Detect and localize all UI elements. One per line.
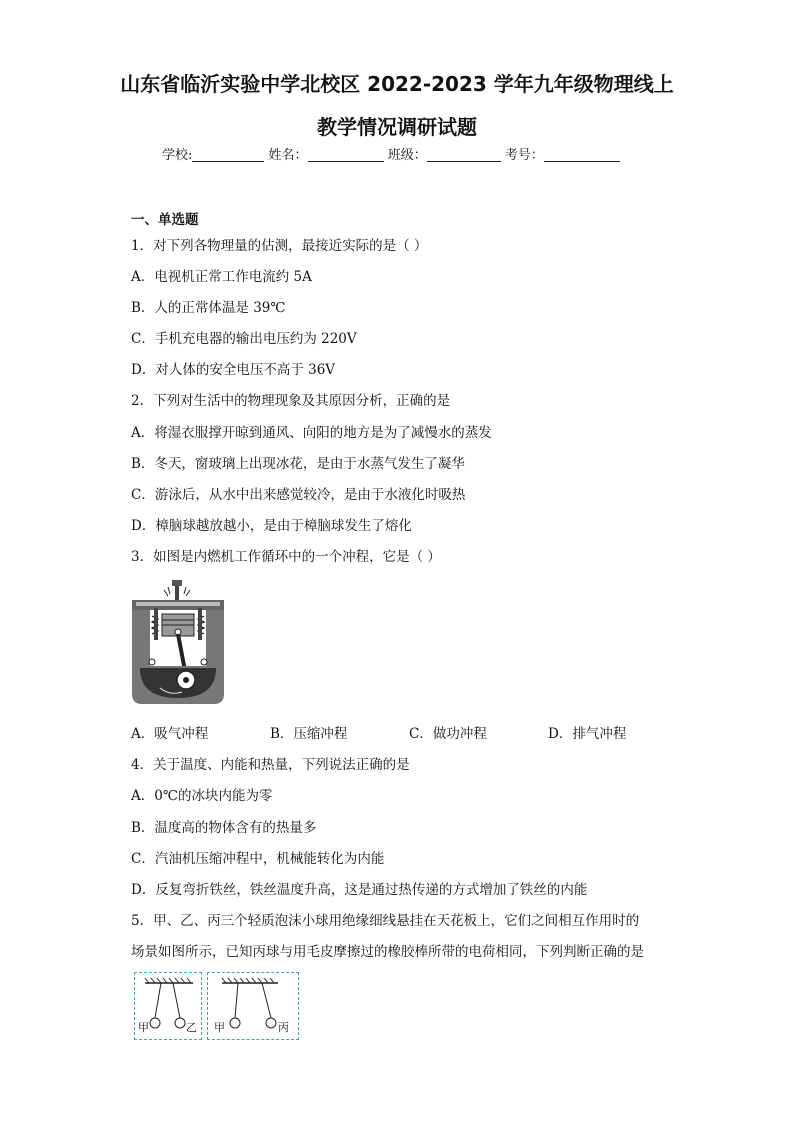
q2-option-c[interactable]: C．游泳后，从水中出来感觉较冷，是由于水液化时吸热: [131, 487, 466, 503]
q4-option-d[interactable]: D．反复弯折铁丝，铁丝温度升高，这是通过热传递的方式增加了铁丝的内能: [131, 882, 588, 898]
label-jia-right: 甲: [214, 1021, 225, 1034]
school-blank[interactable]: [192, 147, 264, 162]
q4-option-a[interactable]: A．0℃的冰块内能为零: [131, 788, 273, 804]
q3-option-a[interactable]: A．吸气冲程: [131, 726, 209, 742]
class-label: 班级：: [387, 148, 427, 163]
number-label: 考号：: [504, 148, 544, 163]
label-yi: 乙: [186, 1021, 197, 1034]
class-blank[interactable]: [427, 147, 501, 162]
q3-option-d[interactable]: D．排气冲程: [548, 726, 627, 742]
student-info-row: [162, 144, 620, 163]
ball-bing: [266, 1018, 276, 1028]
number-blank[interactable]: [544, 147, 620, 162]
name-blank[interactable]: [308, 147, 384, 162]
engine-stroke-figure: [130, 578, 226, 706]
q4-option-c[interactable]: C．汽油机压缩冲程中，机械能转化为内能: [131, 851, 385, 867]
q3-option-b[interactable]: B．压缩冲程: [270, 726, 348, 742]
section-heading: 一、单选题: [131, 212, 199, 228]
q1-option-d[interactable]: D．对人体的安全电压不高于 36V: [131, 362, 336, 378]
q5-stem-line2: 场景如图所示，已知丙球与用毛皮摩擦过的橡胶棒所带的电荷相同，下列判断正确的是: [131, 944, 644, 960]
q2-option-b[interactable]: B．冬天，窗玻璃上出现冰花，是由于水蒸气发生了凝华: [131, 456, 465, 472]
pendulum-figure-left: [134, 972, 202, 1040]
q1-stem: 1．对下列各物理量的估测，最接近实际的是（ ）: [131, 238, 428, 254]
q1-option-b[interactable]: B．人的正常体温是 39℃: [131, 300, 286, 316]
q2-option-a[interactable]: A．将湿衣服撑开晾到通风、向阳的地方是为了减慢水的蒸发: [131, 425, 492, 441]
name-label: 姓名：: [268, 148, 308, 163]
q4-option-b[interactable]: B．温度高的物体含有的热量多: [131, 820, 317, 836]
spark-plug-stem: [175, 586, 179, 600]
q4-stem: 4．关于温度、内能和热量，下列说法正确的是: [131, 757, 410, 773]
label-bing: 丙: [278, 1021, 289, 1034]
q1-option-a[interactable]: A．电视机正常工作电流约 5A: [131, 269, 312, 285]
q1-option-c[interactable]: C．手机充电器的输出电压约为 220V: [131, 331, 357, 347]
exam-title-line1: 山东省临沂实验中学北校区 2022-2023 学年九年级物理线上: [120, 72, 674, 96]
ball-yi: [175, 1018, 185, 1028]
ball-jia-right: [230, 1018, 240, 1028]
pendulum-figure-right: [207, 972, 299, 1040]
q3-option-c[interactable]: C．做功冲程: [409, 726, 487, 742]
school-label: 学校:: [162, 148, 193, 163]
q2-stem: 2．下列对生活中的物理现象及其原因分析，正确的是: [131, 393, 451, 409]
label-jia-left: 甲: [138, 1021, 149, 1034]
ball-jia: [150, 1018, 160, 1028]
q2-option-d[interactable]: D．樟脑球越放越小，是由于樟脑球发生了熔化: [131, 518, 412, 534]
q3-stem: 3．如图是内燃机工作循环中的一个冲程，它是（ ）: [131, 549, 441, 565]
q5-stem-line1: 5．甲、乙、丙三个轻质泡沫小球用绝缘细线悬挂在天花板上，它们之间相互作用时的: [131, 913, 640, 929]
exam-title-line2: 教学情况调研试题: [317, 115, 477, 139]
spark-plug-top: [172, 580, 182, 586]
